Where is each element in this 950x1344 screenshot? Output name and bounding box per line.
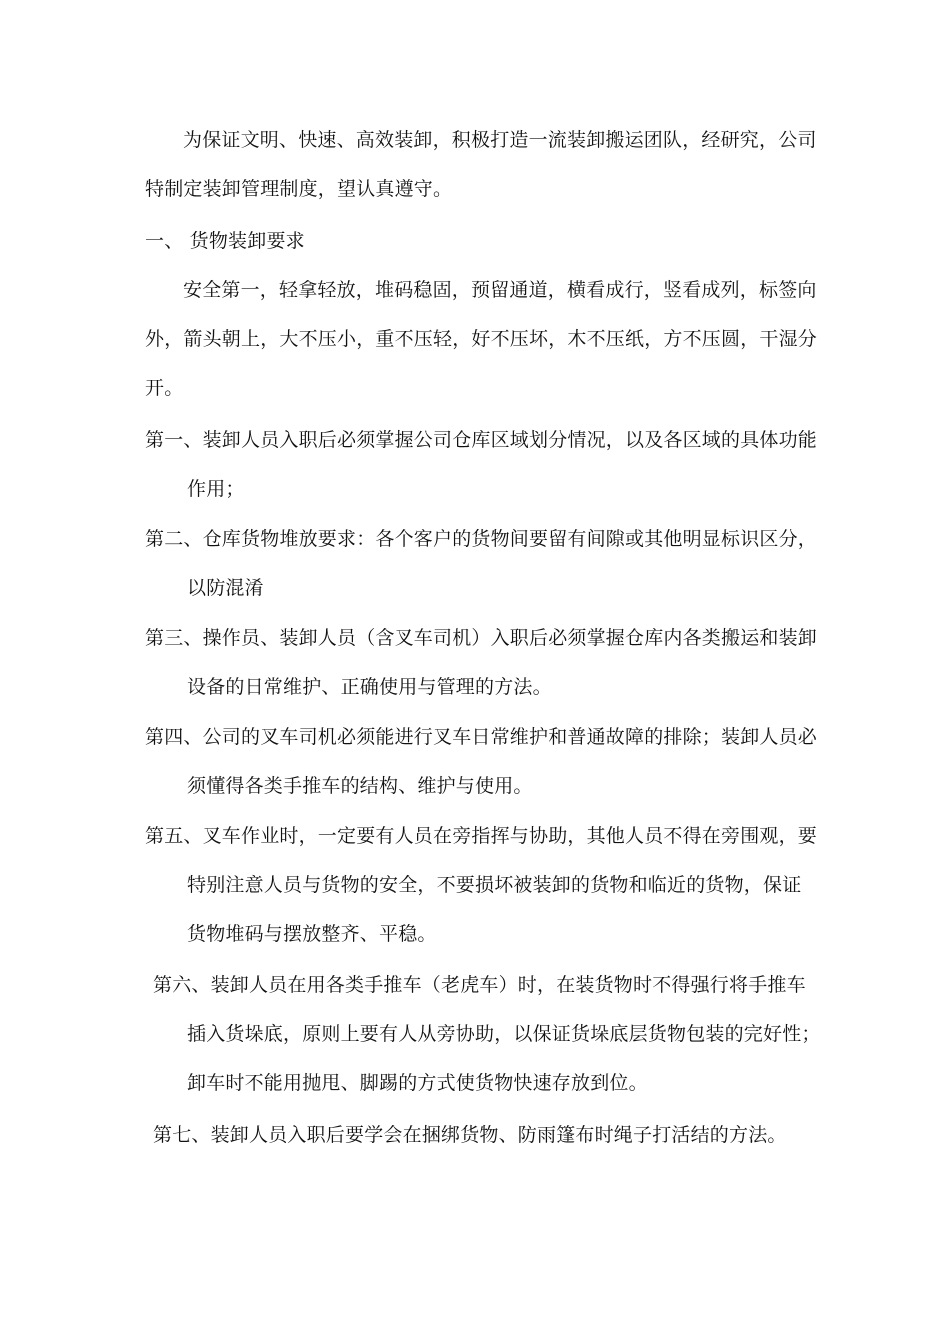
rule-5-line-3: 货物堆码与摆放整齐、平稳。 xyxy=(187,923,437,945)
intro-line-1: 为保证文明、快速、高效装卸，积极打造一流装卸搬运团队，经研究，公司 xyxy=(183,129,817,151)
rule-1-line-1: 第一、装卸人员入职后必须掌握公司仓库区域划分情况，以及各区域的具体功能 xyxy=(145,429,818,451)
section-paragraph-line-3: 开。 xyxy=(145,377,184,399)
rule-2-line-2: 以防混淆 xyxy=(187,577,264,599)
rule-6-line-2: 插入货垛底，原则上要有人从旁协助，以保证货垛底层货物包装的完好性； xyxy=(187,1023,821,1045)
rule-3-line-2: 设备的日常维护、正确使用与管理的方法。 xyxy=(187,676,552,698)
section-heading: 一、 货物装卸要求 xyxy=(145,230,305,252)
rule-4-line-1: 第四、公司的叉车司机必须能进行叉车日常维护和普通故障的排除；装卸人员必 xyxy=(145,726,818,748)
section-paragraph-line-2: 外，箭头朝上，大不压小，重不压轻，好不压坏，木不压纸，方不压圆，干湿分 xyxy=(145,328,818,350)
section-paragraph-line-1: 安全第一，轻拿轻放，堆码稳固，预留通道，横看成行，竖看成列，标签向 xyxy=(183,279,817,301)
rule-3-line-1: 第三、操作员、装卸人员（含叉车司机）入职后必须掌握仓库内各类搬运和装卸 xyxy=(145,627,818,649)
rule-6-line-3: 卸车时不能用抛甩、脚踢的方式使货物快速存放到位。 xyxy=(187,1072,648,1094)
rule-2-line-1: 第二、仓库货物堆放要求：各个客户的货物间要留有间隙或其他明显标识区分， xyxy=(145,528,818,550)
rule-5-line-2: 特别注意人员与货物的安全，不要损坏被装卸的货物和临近的货物，保证 xyxy=(187,874,802,896)
rule-1-line-2: 作用； xyxy=(187,478,245,500)
rule-5-line-1: 第五、叉车作业时，一定要有人员在旁指挥与协助，其他人员不得在旁围观，要 xyxy=(145,825,818,847)
intro-line-2: 特制定装卸管理制度，望认真遵守。 xyxy=(145,178,453,200)
rule-4-line-2: 须懂得各类手推车的结构、维护与使用。 xyxy=(187,775,533,797)
rule-7-line-1: 第七、装卸人员入职后要学会在捆绑货物、防雨篷布时绳子打活结的方法。 xyxy=(153,1124,787,1146)
rule-6-line-1: 第六、装卸人员在用各类手推车（老虎车）时，在装货物时不得强行将手推车 xyxy=(153,974,806,996)
